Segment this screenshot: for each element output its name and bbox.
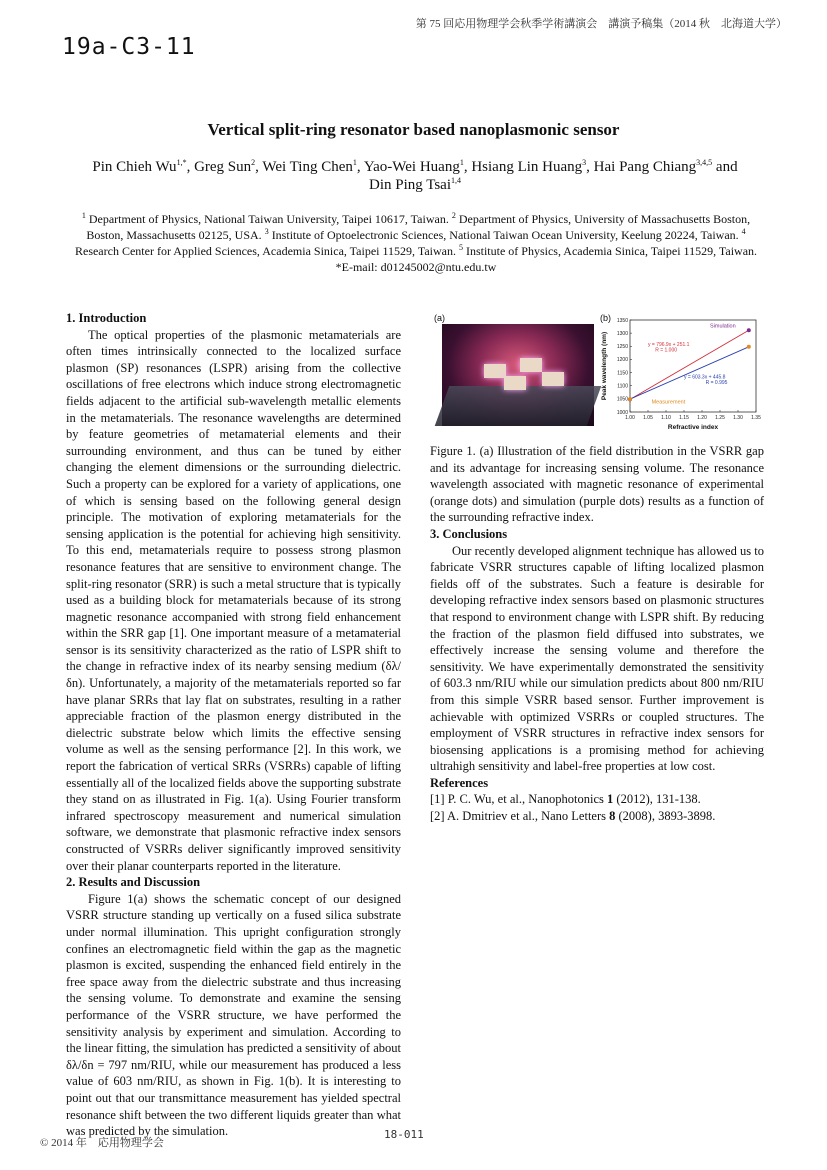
y-axis-label: Peak wavelength (nm): [601, 331, 608, 401]
reference-part: 1: [607, 792, 614, 807]
affiliation-text: Research Center for Applied Sciences, Academia Sinica, Taipei 11529, Taiwan.: [74, 244, 459, 258]
vsrr-element: [504, 376, 526, 390]
fit-r-value: R = 1.000: [655, 347, 678, 354]
conclusions-text: Our recently developed alignment technique has allowed us to fabricate VSRR structures capable of lifting localized plasmon fields off of the substrates. Such a feature is desirable for developing refractive index sensors based on plasmonic structures that respond to environment change with LSPR shift. By reducing the fraction of the plasmon field diffused into substrates, we effectively increase the sensing volume and therefore the sensitivity. We have experimentally demonstrated the sensitivity of 603.3 nm/RIU while our simulation predicts about 800 nm/RIU from this simple VSRR based sensor. Further improvement is achievable with optimized VSRRs or coupled structures. The employment of VSRR structures in refractive index sensors for biosensing applications is a promising method for achieving ultrahigh sensitivity and label-free properties at low cost.: [430, 543, 764, 774]
affiliation-mark: 3: [264, 227, 269, 236]
affiliation-text: Department of Physics, National Taiwan University, Taipei 10617, Taiwan.: [85, 212, 452, 226]
affiliation-mark: 4: [741, 227, 746, 236]
references-heading: References: [430, 775, 489, 790]
vsrr-element: [484, 364, 506, 378]
results-text: Figure 1(a) shows the schematic concept of our designed VSRR structure standing up vertically on a fused silica substrate under normal illumination. This upright configuration strongly confines an electromagnetic field within the gap as the magnetic plasmon is excited, suspending the enhanced field entirely in the free space away from the dielectric substrate and thus increasing the sensing volume. To demonstrate and examine the sensing performance of the VSRR structure, we have performed the sensitivity analysis by experiment and simulation. According to the linear fitting, the simulation has predicted a sensitivity of about δλ/δn = 797 nm/RIU, while our measurement has produced a less value of 603 nm/RIU, as shown in Fig. 1(b). It is interesting to point out that our transmittance measurement has yielded spectral resonance shift between the two different liquids greater than what was predicted by the simulation.: [66, 891, 401, 1139]
x-axis-label: Refractive index: [667, 424, 719, 431]
author-name: Pin Chieh Wu: [92, 159, 177, 175]
email: *E-mail: d01245002@ntu.edu.tw: [335, 260, 497, 274]
author-affiliation-mark: 3: [582, 158, 587, 167]
figure-caption: Figure 1. (a) Illustration of the field distribution in the VSRR gap and its advantage for increasing sensing volume. The resonance wavelength associated with magnetic resonance of experimental (orange dots) and simulation (purple dots) results as a function of the surrounding refractive index.: [430, 444, 764, 525]
substrate-illustration: [435, 386, 602, 426]
x-tick-label: 1.15: [679, 415, 689, 421]
page-number: 18-011: [384, 1128, 424, 1141]
affiliation-list: [75, 212, 757, 258]
y-tick-label: 1200: [616, 357, 628, 364]
y-tick-label: 1250: [616, 344, 628, 351]
author-affiliation-mark: 1,*: [176, 158, 187, 167]
reference-part: [2] A. Dmitriev et al., Nano Letters: [430, 809, 610, 824]
x-tick-label: 1.00: [625, 415, 635, 421]
left-column: [66, 310, 401, 1140]
x-tick-label: 1.20: [697, 415, 707, 421]
reference-part: (2012), 131-138.: [613, 792, 701, 807]
intro-text: The optical properties of the plasmonic metamaterials are often times intrinsically connected to the localized surface plasmon (SP) resonances (LSPR) arising from the collective oscillations of free electrons which induce strong electromagnetic fields adjacent to the artificial sub-wavelength metallic elements in the metamaterials. The resonance wavelengths are determined by feature geometries of metamaterial elements and their surrounding environment, and thus can be tuned by either changing the element dimensions or the surrounding dielectric. Such a property can be explored for a variety of applications, one of which is sensing based on the following general design principle. The motivation of exploring metamaterials for the sensing application is the potential for achieving high sensitivity. To this end, metamaterials require to possess strong plasmon resonance features that are sensitive to environment change. The split-ring resonator (SRR) is such a metal structure that is typically used as a building block for metamaterials because of its strong magnetic resonance accompanied with strong field enhancement within the SRR gap [1]. One important measure of a metamaterial sensor is its sensitivity characterized as the ratio of LSPR shift to the change in refractive index of its nearby sensing medium (δλ/δn). Unfortunately, a majority of the metamaterials reported so far have planar SRRs that lay flat on substrates, resulting in a rather appreciable fraction of the plasmon energy distributed in the dielectric substrate below which limits the effective sensing volume as well as the sensing performance [2]. In this work, we report the fabrication of vertical SRRs (VSRRs) capable of lifting essentially all of the localized fields above the supporting substrate they stand on as illustrated in Fig. 1(a). Using Fourier transform infrared spectroscopy measurement and numerical simulation software, we demonstrate that plasmonic refractive index sensors constructed of VSRRs deliver significantly improved sensitivity over their planar counterparts reported in the literature.: [66, 327, 401, 873]
author-affiliation-mark: 3,4,5: [696, 158, 713, 167]
author-affiliation-mark: 2: [251, 158, 256, 167]
figure-1: [430, 312, 764, 437]
affiliation-text: Institute of Physics, Academia Sinica, Taipei 11529, Taiwan.: [462, 244, 758, 258]
results-heading: 2. Results and Discussion: [66, 875, 201, 890]
fit-equation: y = 796.9x + 251.1: [648, 341, 690, 348]
reference-item: [430, 791, 764, 808]
vsrr-field-illustration: [442, 324, 594, 426]
reference-part: (2008), 3893-3898.: [615, 809, 716, 824]
reference-part: [1] P. C. Wu, et al., Nanophotonics: [430, 792, 608, 807]
fit-equation: y = 603.3x + 445.8: [684, 374, 726, 381]
data-point: [747, 328, 751, 332]
vsrr-element: [520, 358, 542, 372]
fit-line-1: [630, 347, 749, 399]
y-tick-label: 1150: [617, 370, 628, 377]
vsrr-element: [542, 372, 564, 386]
author-name: Yao-Wei Huang: [363, 159, 460, 175]
author-list: Pin Chieh $Wu^{1,*}$, Greg Sun$^2$, Wei Ting Chen$^1$, Yao-Wei Huang$^1$, Hsiang Lin Huang$^3$, Hai Pang Chiang$^{3,4,5}$ and Din Ping Tsai$^{1,4}$: [92, 158, 738, 193]
affiliation-text: Institute of Optoelectronic Sciences, National Taiwan Ocean University, Keelung 20224, Taiwan.: [268, 228, 742, 242]
conclusions-heading: 3. Conclusions: [430, 526, 508, 541]
y-tick-label: 1050: [616, 396, 628, 403]
x-tick-label: 1.05: [643, 415, 653, 421]
x-tick-label: 1.35: [751, 415, 761, 421]
series-label: Measurement: [651, 399, 686, 406]
reference-part: 8: [609, 809, 616, 824]
plot-frame: [630, 320, 756, 412]
intro-heading: 1. Introduction: [66, 311, 147, 325]
affiliation-mark: 2: [451, 211, 456, 220]
author-affiliation-mark: 1: [459, 158, 464, 167]
figure-label-a: (a): [434, 313, 445, 323]
author-name: Din Ping Tsai: [368, 177, 452, 193]
reference-item: [430, 808, 764, 825]
sensitivity-chart: [598, 312, 764, 437]
x-tick-label: 1.30: [733, 415, 743, 421]
y-tick-label: 1000: [616, 409, 628, 416]
paper-title: Vertical split-ring resonator based nanoplasmonic sensor: [207, 120, 620, 139]
author-name: Greg Sun: [194, 159, 252, 175]
data-point: [628, 397, 632, 401]
y-tick-label: 1100: [617, 383, 628, 390]
x-tick-label: 1.25: [715, 415, 725, 421]
y-tick-label: 1300: [616, 330, 628, 337]
author-affiliation-mark: 1: [352, 158, 357, 167]
fit-line-0: [630, 330, 749, 399]
reference-list: [430, 791, 764, 824]
affiliation-text: Department of Physics, University of Massachusetts Boston, Boston, Massachusetts 02125, USA.: [86, 212, 751, 242]
author-name: Hai Pang Chiang: [593, 159, 697, 175]
series-label: Simulation: [710, 323, 736, 330]
fit-r-value: R = 0.995: [705, 379, 728, 386]
paper-code: 19a-C3-11: [62, 34, 196, 60]
conference-header: 第 75 回応用物理学会秋季学術講演会 講演予稿集（2014 秋 北海道大学）: [415, 18, 787, 30]
affiliation-mark: 1: [81, 211, 86, 220]
affiliations: [66, 211, 766, 275]
data-point: [747, 345, 751, 349]
x-tick-label: 1.10: [661, 415, 671, 421]
figure-label-b: (b): [600, 313, 611, 323]
y-tick-label: 1350: [616, 317, 628, 324]
author-affiliation-mark: 1,4: [451, 176, 462, 185]
author-name: Hsiang Lin Huang: [471, 159, 583, 175]
copyright: © 2014 年 応用物理学会: [40, 1137, 164, 1149]
right-column: [430, 310, 764, 825]
author-name: Wei Ting Chen: [262, 159, 353, 175]
affiliation-mark: 5: [458, 243, 463, 252]
